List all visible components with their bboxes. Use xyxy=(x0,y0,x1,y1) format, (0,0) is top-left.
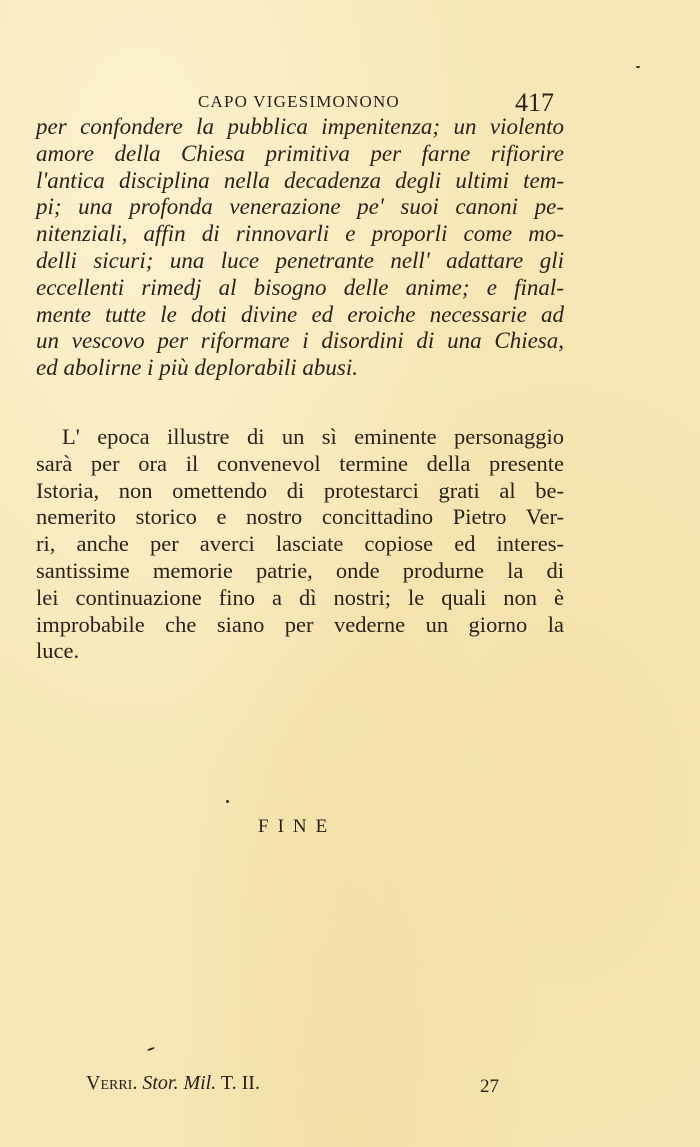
text-line: nemerito storico e nostro concittadino Pietro Ver- xyxy=(36,504,564,530)
text-line: pi; una profonda venerazione pe' suoi canoni pe- xyxy=(36,194,564,220)
footer-work: Stor. Mil. xyxy=(142,1072,217,1094)
signature-number: 27 xyxy=(480,1076,499,1097)
text-line: nitenziali, affin di rinnovarli e proporli come mo- xyxy=(36,221,564,247)
closing-paragraph xyxy=(36,424,564,665)
text-line: ed abolirne i più deplorabili abusi. xyxy=(36,355,358,381)
text-line: mente tutte le doti divine ed eroiche necessarie ad xyxy=(36,301,564,327)
footer-signature xyxy=(86,1072,260,1095)
text-line: L' epoca illustre di un sì eminente personaggio xyxy=(62,424,564,449)
text-line: Istoria, non omettendo di protestarci grati al be- xyxy=(36,477,564,503)
text-line: luce. xyxy=(36,638,80,664)
text-line: ri, anche per averci lasciate copiose ed interes- xyxy=(36,531,564,557)
page-number: 417 xyxy=(515,88,554,117)
fine-heading: FINE xyxy=(258,816,337,837)
ink-speck xyxy=(636,66,640,68)
text-line: delli sicuri; una luce penetrante nell' adattare gli xyxy=(36,247,564,273)
text-line: improbabile che siano per vederne un giorno la xyxy=(36,611,564,637)
ink-speck xyxy=(147,1047,155,1052)
text-line: un vescovo per riformare i disordini di una Chiesa, xyxy=(36,328,564,354)
text-line: eccellenti rimedj al bisogno delle anime; e final- xyxy=(36,274,564,300)
footer-author: Verri. xyxy=(86,1072,138,1094)
text-line: per confondere la pubblica impenitenza; un violento xyxy=(36,114,564,139)
text-line: amore della Chiesa primitiva per farne rifiorire xyxy=(36,140,564,166)
italic-paragraph xyxy=(36,114,564,382)
text-line: santissime memorie patrie, onde produrne la di xyxy=(36,557,564,583)
running-title: CAPO VIGESIMONONO xyxy=(198,92,400,111)
footer-volume: T. II. xyxy=(220,1072,260,1094)
text-line: sarà per ora il convenevol termine della presente xyxy=(36,450,564,476)
text-line: lei continuazione fino a dì nostri; le quali non è xyxy=(36,584,564,610)
text-line: l'antica disciplina nella decadenza degli ultimi tem- xyxy=(36,167,564,193)
ink-speck xyxy=(226,800,229,803)
